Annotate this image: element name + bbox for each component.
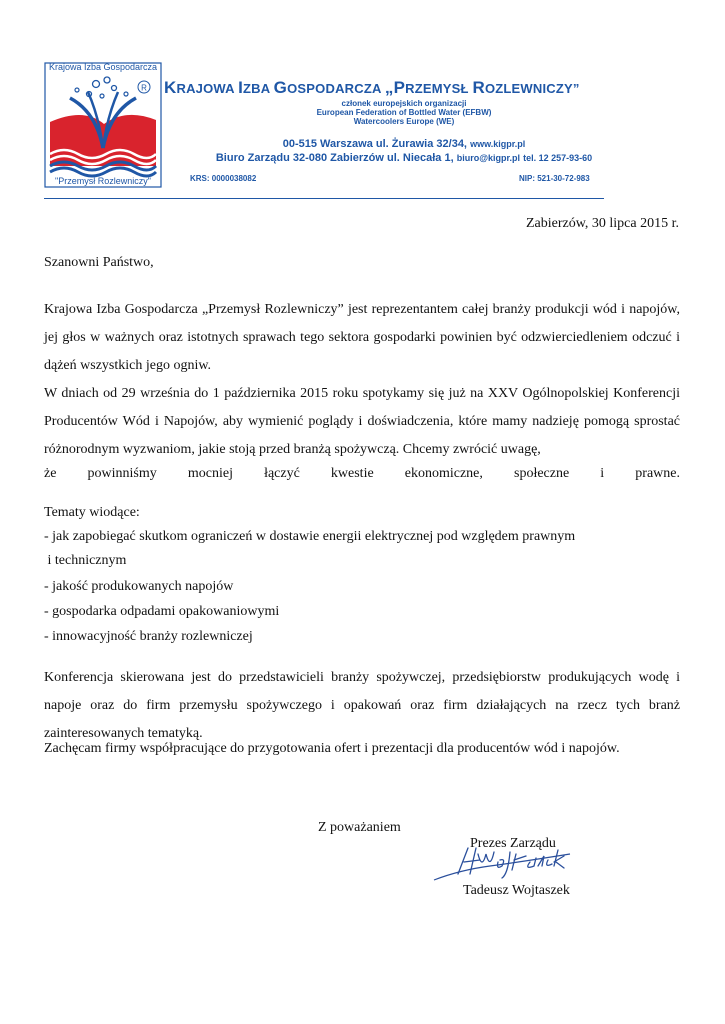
title-initial-4: „P <box>384 78 406 97</box>
paragraph-2-word: ekonomiczne, <box>404 466 483 481</box>
warsaw-address-text: 00-515 Warszawa ul. Żurawia 32/34, <box>282 138 467 150</box>
title-rest-4: RZEMYSŁ <box>405 81 473 96</box>
paragraph-2-word: prawne. <box>635 466 680 481</box>
organization-title <box>164 78 656 98</box>
logo-caption-bottom: "Przemysł Rozlewniczy" <box>55 176 151 186</box>
signer-name: Tadeusz Wojtaszek <box>463 883 570 898</box>
krs-number: KRS: 0000038082 <box>190 174 257 183</box>
paragraph-2-word: że <box>44 466 57 481</box>
paragraph-2-word: łączyć <box>264 466 300 481</box>
paragraph-1: Krajowa Izba Gospodarcza „Przemysł Rozlewniczy” jest reprezentantem całej branży produkcji wód i napojów, jej głos w ważnych oraz istotnych sprawach tego sektora gospodarki powinien być odzwierciedleniem odczuć i dążeń wszystkich jego ogniw. <box>44 302 680 373</box>
topics-heading: Tematy wiodące: <box>44 505 140 520</box>
phone-number: tel. 12 257-93-60 <box>523 153 593 163</box>
header-divider <box>44 198 604 199</box>
paragraph-2: W dniach od 29 września do 1 października 2015 roku spotykamy się już na XXV Ogólnopolskiej Konferencji Producentów Wód i Napojów, aby wymienić poglądy i doświadczenia, które mamy nadzieję pomogą sprostać różnorodnym wyzwaniom, jakie stoją przed branżą spożywczą. Chcemy zwrócić uwagę, <box>44 386 680 457</box>
logo-caption-top: Krajowa Izba Gospodarcza <box>48 62 158 72</box>
signer-title: Prezes Zarządu <box>470 836 556 851</box>
topic-item: - gospodarka odpadami opakowaniowymi <box>44 604 280 619</box>
topic-item: i technicznym <box>44 553 127 568</box>
warsaw-address <box>164 138 644 150</box>
we-line: Watercoolers Europe (WE) <box>353 117 455 126</box>
office-address <box>164 152 644 164</box>
paragraph-2-word: społeczne <box>514 466 570 481</box>
member-line: członek europejskich organizacji <box>341 99 467 108</box>
office-address-text: Biuro Zarządu 32-080 Zabierzów ul. Niecała 1, <box>215 152 454 164</box>
topic-item: - jak zapobiegać skutkom ograniczeń w dostawie energii elektrycznej pod względem prawnym <box>44 529 576 544</box>
paragraph-3: Konferencja skierowana jest do przedstawicieli branży spożywczej, przedsiębiorstw produkujących wodę i napoje oraz do firm przemysłu spożywczego i opakowań oraz firm działających na rzecz tych branż zainteresowanych tematyką. <box>44 670 680 741</box>
registered-mark: R <box>141 83 147 93</box>
paragraph-2-last-line <box>44 466 680 482</box>
letter-date: Zabierzów, 30 lipca 2015 r. <box>525 216 679 231</box>
closing-phrase: Z poważaniem <box>318 820 401 835</box>
title-rest-2: ZBA <box>243 81 274 96</box>
title-initial-1: K <box>164 78 177 97</box>
paragraph-2-word: powinniśmy <box>87 466 157 481</box>
title-rest-5: OZLEWNICZY” <box>484 81 580 96</box>
efbw-line: European Federation of Bottled Water (EFBW) <box>316 108 492 117</box>
paragraph-2-word: kwestie <box>330 466 374 481</box>
letter-greeting: Szanowni Państwo, <box>44 255 154 270</box>
nip-number: NIP: 521-30-72-983 <box>519 174 590 183</box>
topic-item: - innowacyjność branży rozlewniczej <box>44 629 253 644</box>
title-rest-3: OSPODARCZA <box>287 81 385 96</box>
title-initial-3: G <box>273 78 288 97</box>
website-link[interactable]: www.kigpr.pl <box>470 139 526 149</box>
paragraph-4: Zachęcam firmy współpracujące do przygotowania ofert i prezentacji dla producentów wód i napojów. <box>44 741 620 756</box>
handwritten-signature <box>430 840 580 885</box>
title-initial-5: R <box>472 78 485 97</box>
paragraph-2-word: mocniej <box>187 466 233 481</box>
title-initial-2: I <box>238 78 244 97</box>
title-rest-1: RAJOWA <box>176 81 239 96</box>
topic-item: - jakość produkowanych napojów <box>44 579 234 594</box>
paragraph-2-word: i <box>600 466 605 481</box>
email-link[interactable]: biuro@kigpr.pl <box>456 153 521 163</box>
organization-logo <box>44 62 162 188</box>
